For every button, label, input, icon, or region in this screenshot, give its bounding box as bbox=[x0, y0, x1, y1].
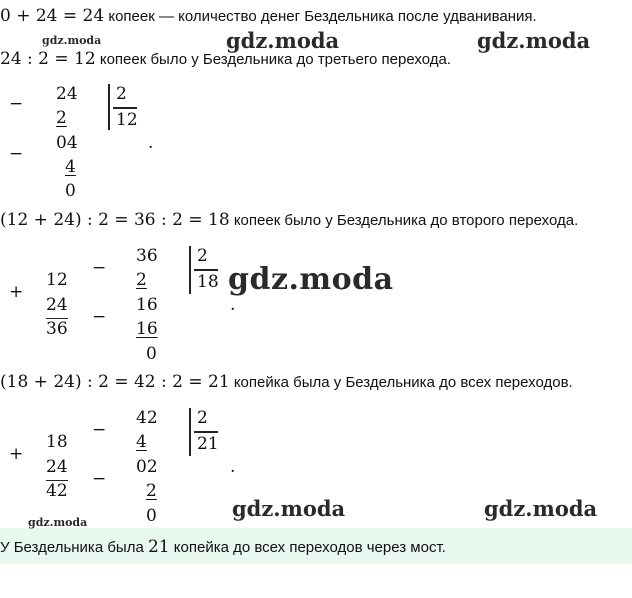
final-remainder: 0 bbox=[65, 181, 76, 201]
subtrahend: 2 bbox=[56, 108, 67, 128]
subtrahend: 4 bbox=[65, 157, 76, 177]
final-remainder: 0 bbox=[146, 344, 157, 364]
solution-line-2 bbox=[0, 49, 451, 69]
solution-line-3 bbox=[0, 210, 578, 230]
sum: 42 bbox=[46, 481, 68, 501]
divisor: 2 bbox=[116, 84, 127, 104]
math-expression: 24 : 2 = 12 bbox=[0, 49, 96, 69]
watermark: gdz.moda bbox=[28, 516, 88, 529]
watermark: gdz.moda bbox=[42, 34, 102, 47]
sum: 36 bbox=[46, 319, 68, 339]
division-bar bbox=[108, 84, 110, 130]
line-text: копеек было у Бездельника до второго перехода. bbox=[229, 212, 579, 229]
subtrahend: 2 bbox=[136, 270, 147, 290]
minus-sign: − bbox=[92, 420, 107, 440]
quotient: 12 bbox=[116, 110, 138, 130]
remainder: 16 bbox=[136, 295, 158, 315]
line-text: копеек было у Бездельника до третьего перехода. bbox=[95, 51, 451, 68]
math-expression: (12 + 24) : 2 = 36 : 2 = 18 bbox=[0, 210, 230, 230]
math-expression: 0 + 24 = 24 bbox=[0, 6, 105, 26]
minus-sign: − bbox=[9, 94, 24, 114]
answer-suffix: копейка до всех переходов через мост. bbox=[169, 539, 446, 556]
remainder: 02 bbox=[136, 457, 158, 477]
minus-sign: − bbox=[92, 258, 107, 278]
watermark: gdz.moda bbox=[226, 28, 340, 53]
dividend: 42 bbox=[136, 408, 158, 428]
addend: 24 bbox=[46, 457, 68, 477]
quotient: 18 bbox=[197, 272, 219, 292]
answer-number: 21 bbox=[147, 537, 170, 557]
subtrahend: 4 bbox=[136, 432, 147, 452]
dividend: 36 bbox=[136, 246, 158, 266]
divisor: 2 bbox=[197, 246, 208, 266]
answer-text bbox=[0, 537, 446, 557]
watermark: gdz.moda bbox=[228, 262, 394, 297]
dot: . bbox=[230, 457, 236, 477]
addend: 12 bbox=[46, 270, 68, 290]
solution-line-1 bbox=[0, 6, 537, 26]
minus-sign: − bbox=[9, 144, 24, 164]
line-text: копеек — количество денег Бездельника после удванивания. bbox=[104, 8, 537, 25]
plus-sign: + bbox=[9, 444, 24, 464]
dividend: 24 bbox=[56, 84, 78, 104]
quotient-line bbox=[194, 269, 218, 271]
answer-prefix: У Бездельника была bbox=[0, 539, 148, 556]
subtrahend: 16 bbox=[136, 319, 158, 339]
dot: . bbox=[148, 133, 154, 153]
dot: . bbox=[230, 295, 236, 315]
subtrahend: 2 bbox=[146, 481, 157, 501]
watermark: gdz.moda bbox=[484, 496, 598, 521]
addend: 24 bbox=[46, 295, 68, 315]
quotient: 21 bbox=[197, 434, 219, 454]
watermark: gdz.moda bbox=[232, 496, 346, 521]
solution-line-4 bbox=[0, 372, 573, 392]
addend: 18 bbox=[46, 432, 68, 452]
division-bar bbox=[189, 408, 191, 456]
divisor: 2 bbox=[197, 408, 208, 428]
math-expression: (18 + 24) : 2 = 42 : 2 = 21 bbox=[0, 372, 230, 392]
line-text: копейка была у Бездельника до всех переходов. bbox=[229, 374, 573, 391]
quotient-line bbox=[113, 107, 137, 109]
final-remainder: 0 bbox=[146, 506, 157, 526]
division-bar bbox=[189, 246, 191, 294]
plus-sign: + bbox=[9, 282, 24, 302]
watermark: gdz.moda bbox=[477, 28, 591, 53]
remainder: 04 bbox=[56, 133, 78, 153]
minus-sign: − bbox=[92, 469, 107, 489]
minus-sign: − bbox=[92, 307, 107, 327]
quotient-line bbox=[194, 431, 218, 433]
